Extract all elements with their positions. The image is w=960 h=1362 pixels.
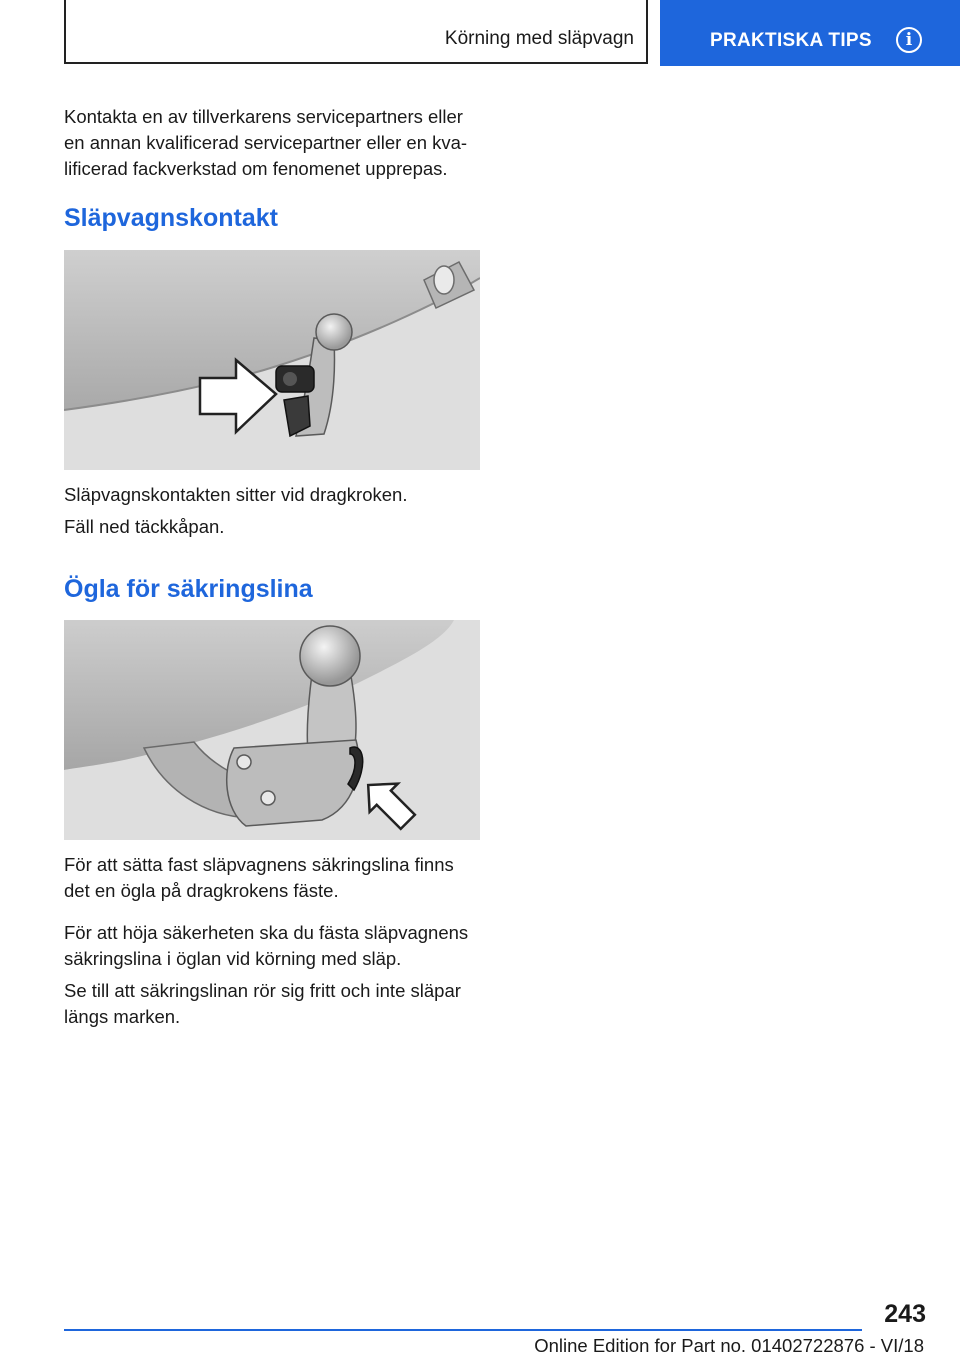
paragraph-socket-location: Släpvagnskontakten sitter vid dragkroken. — [64, 484, 408, 505]
safety-loop-illustration — [64, 620, 480, 840]
footer-edition: Online Edition for Part no. 01402722876 - VI/18 — [534, 1335, 924, 1356]
footer-divider — [64, 1329, 862, 1331]
paragraph-attach-line: För att höja säkerheten ska du fästa släpvagnens säkringslina i öglan vid körning med släp. — [64, 922, 469, 969]
figure-trailer-socket — [64, 250, 480, 470]
heading-trailer-socket: Släpvagnskontakt — [64, 204, 278, 232]
paragraph-line-free: Se till att säkringslinan rör sig fritt och inte släpar längs marken. — [64, 980, 461, 1027]
trailer-socket-illustration — [64, 250, 480, 470]
chapter-title: Körning med släpvagn — [444, 28, 634, 49]
paragraph-fold-cover: Fäll ned täckkåpan. — [64, 516, 225, 537]
page-number: 243 — [884, 1300, 926, 1328]
paragraph-loop-purpose: För att sätta fast släpvagnens säkringslina finns det en ögla på dragkrokens fäste. — [64, 854, 454, 901]
info-icon: i — [896, 27, 922, 53]
heading-safety-loop: Ögla för säkringslina — [64, 575, 313, 603]
figure-safety-loop — [64, 620, 480, 840]
section-tab[interactable] — [660, 0, 960, 66]
header-chapter-box — [64, 0, 648, 64]
intro-paragraph: Kontakta en av tillverkarens servicepartners eller en annan kvalificerad servicepartner eller en kva-lificerad fackverkstad om fenomenet upprepas. — [64, 106, 468, 179]
section-tab-label: PRAKTISKA TIPS — [710, 30, 872, 51]
